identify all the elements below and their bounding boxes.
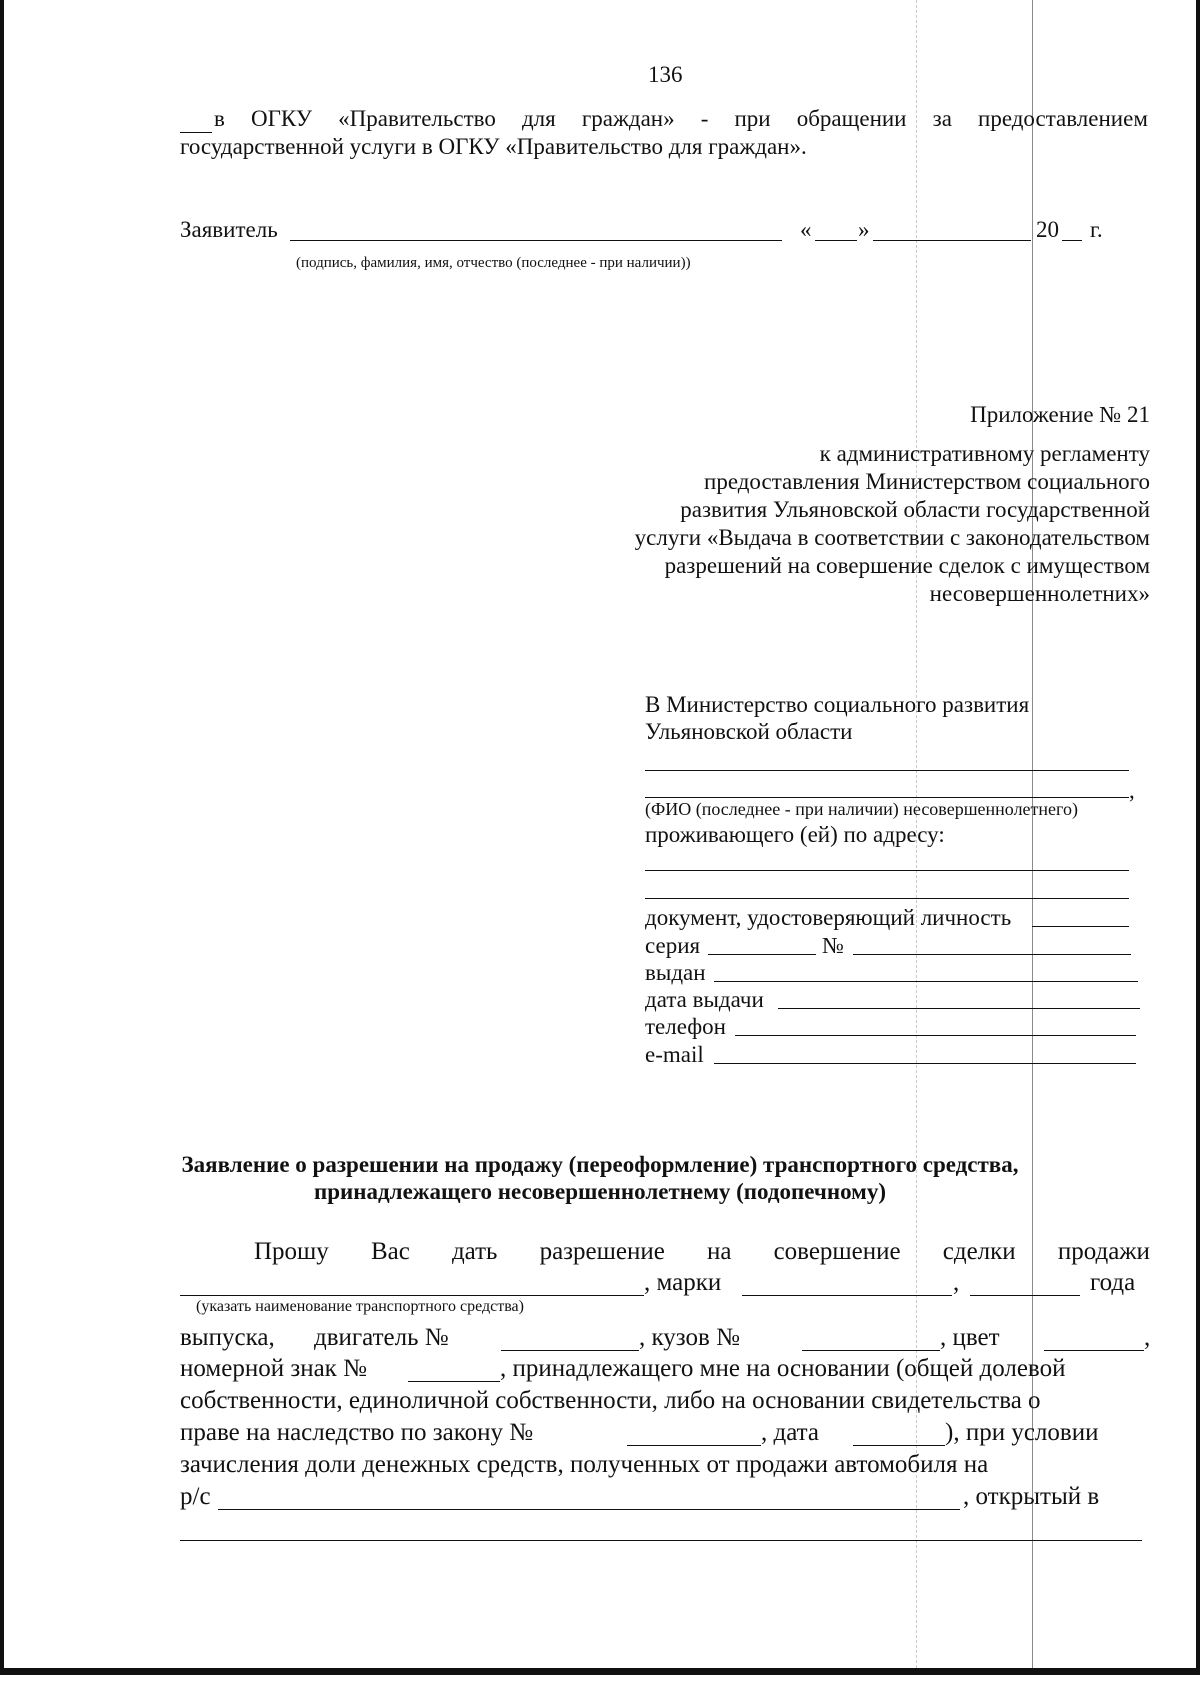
intro-word: для: [521, 106, 556, 131]
series-label: серия: [645, 933, 701, 958]
vehicle-caption: (указать наименование транспортного средства): [196, 1298, 524, 1315]
body-line-7-start: праве на наследство по закону №: [180, 1419, 534, 1446]
appendix-line: разрешений на совершение сделок с имуществом: [664, 553, 1150, 578]
addressee-line-1: В Министерство социального развития: [645, 692, 1030, 717]
address-blank-1: [645, 870, 1129, 871]
body-line-1-word: на: [706, 1238, 732, 1265]
applicant-label: Заявитель: [180, 217, 278, 242]
brand-blank: [742, 1295, 952, 1296]
body-line-1-word: Вас: [370, 1238, 410, 1265]
date-day-blank: [815, 240, 857, 241]
release-label: выпуска,: [180, 1324, 275, 1351]
date-year-prefix: 20: [1036, 217, 1059, 242]
scan-border-left: [0, 0, 4, 1674]
id-document-label: документ, удостоверяющий личность: [645, 905, 1012, 930]
appendix-line: к административному регламенту: [819, 441, 1150, 466]
date-quote-close: »: [858, 217, 870, 242]
email-label: e-mail: [645, 1042, 704, 1067]
vehicle-name-blank: [180, 1295, 644, 1296]
body-line-8: зачисления доли денежных средств, полученных от продажи автомобиля на: [180, 1451, 989, 1478]
inheritance-date-blank: [853, 1445, 945, 1446]
intro-word: -: [700, 106, 709, 131]
brand-comma: ,: [953, 1269, 960, 1296]
scan-border-bottom: [0, 1668, 1200, 1675]
plate-label: номерной знак №: [180, 1355, 367, 1382]
appendix-line: услуги «Выдача в соответствии с законодательством: [634, 525, 1150, 550]
year-blank: [970, 1295, 1080, 1296]
engine-blank: [501, 1350, 639, 1351]
appendix-reference: [635, 440, 1150, 608]
application-title-line-2: принадлежащего несовершеннолетнему (подопечному): [313, 1179, 886, 1204]
number-label: №: [822, 933, 844, 958]
intro-word: при: [734, 106, 771, 131]
date-year-blank: [1062, 240, 1082, 241]
intro-word: граждан»: [581, 106, 675, 131]
date-year-suffix: г.: [1090, 217, 1103, 242]
body-line-7-date: , дата: [761, 1419, 819, 1446]
intro-word: ОГКУ: [250, 106, 313, 131]
application-title-line-1: Заявление о разрешении на продажу (переоформление) транспортного средства,: [181, 1152, 1019, 1177]
address-blank-2: [645, 898, 1129, 899]
appendix-title: Приложение № 21: [970, 402, 1150, 427]
intro-word: в: [214, 106, 225, 131]
phone-label: телефон: [645, 1014, 726, 1039]
date-month-blank: [873, 240, 1031, 241]
body-line-1-word: Прошу: [254, 1238, 329, 1265]
intro-word: предоставлением: [978, 106, 1148, 131]
issue-date-blank: [778, 1008, 1140, 1009]
addressee-line-2: Ульяновской области: [645, 719, 853, 744]
appendix-line: развития Ульяновской области государственной: [680, 497, 1150, 522]
body-number-blank: [802, 1350, 940, 1351]
intro-word: обращении: [796, 106, 907, 131]
intro-line-2: государственной услуги в ОГКУ «Правительство для граждан».: [180, 134, 807, 159]
appendix-line: несовершеннолетних»: [929, 581, 1150, 606]
issued-label: выдан: [645, 960, 706, 985]
color-comma: ,: [1144, 1324, 1151, 1351]
bank-blank: [180, 1540, 1142, 1541]
inheritance-number-blank: [627, 1445, 761, 1446]
issue-date-label: дата выдачи: [645, 987, 764, 1012]
plate-blank: [408, 1381, 500, 1382]
series-blank: [708, 954, 816, 955]
account-label: р/с: [180, 1483, 211, 1510]
body-line-7-end: ), при условии: [945, 1419, 1099, 1446]
body-number-label: , кузов №: [639, 1324, 740, 1351]
fio-caption: (ФИО (последнее - при наличии) несовершеннолетнего): [645, 799, 1078, 819]
applicant-signature-blank: [290, 240, 782, 241]
body-line-1-word: совершение: [773, 1238, 901, 1265]
appendix-line: предоставления Министерством социального: [704, 469, 1150, 494]
fio-comma: ,: [1129, 778, 1135, 803]
opened-label: , открытый в: [963, 1483, 1100, 1510]
intro-word: «Правительство: [338, 106, 496, 131]
body-line-1-word: разрешение: [539, 1238, 665, 1265]
phone-blank: [735, 1035, 1136, 1036]
brand-label: , марки: [644, 1269, 722, 1296]
intro-word: за: [932, 106, 952, 131]
body-line-5-rest: , принадлежащего мне на основании (общей долевой: [500, 1355, 1066, 1382]
body-line-1-word: сделки: [942, 1238, 1016, 1265]
number-blank: [853, 954, 1131, 955]
id-document-blank: [1032, 926, 1129, 927]
email-blank: [714, 1063, 1136, 1064]
fio-blank-1: [645, 770, 1129, 771]
body-line-1: [254, 1236, 1150, 1268]
address-label: проживающего (ей) по адресу:: [645, 822, 945, 847]
scan-border-right: [1196, 0, 1200, 1674]
color-label: , цвет: [940, 1324, 1000, 1351]
body-line-1-word: продажи: [1057, 1238, 1150, 1265]
date-quote-open: «: [800, 217, 812, 242]
color-blank: [1044, 1350, 1144, 1351]
account-blank: [218, 1509, 960, 1510]
engine-label: двигатель №: [314, 1324, 449, 1351]
intro-line-1: [214, 104, 1148, 134]
year-label: года: [1090, 1269, 1136, 1296]
signature-caption: (подпись, фамилия, имя, отчество (последнее - при наличии)): [296, 255, 691, 271]
body-line-6: собственности, единоличной собственности, либо на основании свидетельства о: [180, 1387, 1041, 1414]
body-line-1-word: дать: [451, 1238, 498, 1265]
page-number: 136: [648, 62, 683, 87]
issued-blank: [714, 981, 1138, 982]
